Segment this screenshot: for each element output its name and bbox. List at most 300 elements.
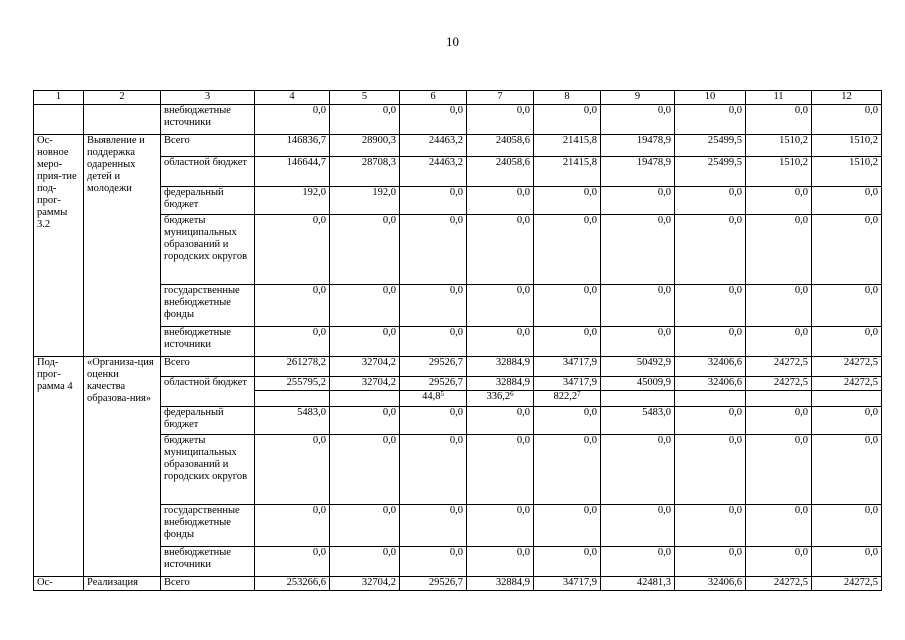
- value-text: 255795,2: [286, 377, 326, 388]
- value-text: 29526,7: [428, 377, 463, 388]
- column-header: 5: [330, 91, 400, 105]
- value-cell: [746, 577, 812, 591]
- value-cell: [467, 357, 534, 377]
- value-text: 0,0: [657, 187, 671, 198]
- value-text: 0,0: [516, 407, 530, 418]
- value-text: 32406,6: [707, 577, 742, 588]
- value-text: 0,0: [794, 435, 808, 446]
- value-text: 21415,8: [562, 135, 597, 146]
- table-row: [34, 157, 882, 187]
- value-extra: [467, 390, 534, 403]
- value-cell: 0,0: [746, 105, 812, 135]
- value-text: 0,0: [449, 187, 463, 198]
- value-extra: [534, 390, 601, 403]
- extra-value: 822,2: [553, 391, 578, 402]
- value-text: 0,0: [382, 285, 396, 296]
- value-text: 0,0: [864, 285, 878, 296]
- value-cell: [255, 157, 330, 187]
- value-cell: [675, 547, 746, 577]
- value-text: 0,0: [583, 327, 597, 338]
- value-text: 32884,9: [495, 377, 530, 388]
- value-text: 0,0: [657, 505, 671, 516]
- value-cell: [675, 327, 746, 357]
- value-text: 24058,6: [495, 135, 530, 146]
- value-text: 0,0: [794, 505, 808, 516]
- value-text: 0,0: [449, 407, 463, 418]
- footnote-mark: 5: [440, 390, 444, 398]
- value-cell: [675, 215, 746, 285]
- table-row: [34, 187, 882, 215]
- value-cell: [812, 215, 882, 285]
- row-label: областной бюджет: [161, 157, 255, 187]
- row-label: федеральный бюджет: [161, 407, 255, 435]
- value-cell: [330, 435, 400, 505]
- value-text: 34717,9: [562, 357, 597, 368]
- value-text: 34717,9: [562, 377, 597, 388]
- value-cell: 0,0: [467, 105, 534, 135]
- value-text: 24272,5: [843, 577, 878, 588]
- value-cell: [601, 285, 675, 327]
- value-text: 24463,2: [428, 157, 463, 168]
- table-row: [34, 547, 882, 577]
- value-text: 0,0: [382, 215, 396, 226]
- value-text: 0,0: [657, 285, 671, 296]
- value-text: 0,0: [449, 285, 463, 296]
- value-text: 261278,2: [286, 357, 326, 368]
- value-text: 0,0: [516, 327, 530, 338]
- value-text: 0,0: [449, 547, 463, 558]
- value-cell: 0,0: [534, 105, 601, 135]
- row-label: Всего: [161, 577, 255, 591]
- value-cell: [467, 505, 534, 547]
- value-cell: [601, 215, 675, 285]
- value-cell: [675, 435, 746, 505]
- value-cell: [675, 407, 746, 435]
- page-number: 10: [446, 34, 459, 49]
- value-text: 1510,2: [849, 157, 878, 168]
- column-header: 2: [84, 91, 161, 105]
- value-cell: [601, 435, 675, 505]
- value-text: 192,0: [372, 187, 396, 198]
- value-cell: [400, 215, 467, 285]
- value-cell: [330, 505, 400, 547]
- value-cell: [812, 285, 882, 327]
- column-header: 8: [534, 91, 601, 105]
- value-cell: [601, 577, 675, 591]
- value-text: 0,0: [657, 327, 671, 338]
- value-text: 0,0: [728, 407, 742, 418]
- row-label: областной бюджет: [161, 377, 255, 407]
- value-cell: [467, 407, 534, 435]
- value-cell: 0,0: [400, 105, 467, 135]
- table-row: [34, 377, 882, 407]
- row-label: внебюджетные источники: [161, 105, 255, 135]
- value-cell: [675, 377, 746, 407]
- value-cell: [255, 505, 330, 547]
- row-label: бюджеты муниципальных образований и городских округов: [161, 435, 255, 505]
- value-extra: [812, 390, 882, 391]
- value-cell: [601, 135, 675, 157]
- value-cell: 0,0: [255, 105, 330, 135]
- value-text: 0,0: [728, 547, 742, 558]
- value-text: 32704,2: [361, 577, 396, 588]
- value-cell: [812, 357, 882, 377]
- value-cell: [675, 577, 746, 591]
- value-cell: [746, 505, 812, 547]
- value-cell: [534, 577, 601, 591]
- value-cell: [400, 327, 467, 357]
- value-cell: [330, 327, 400, 357]
- table-row: [34, 357, 882, 377]
- value-text: 0,0: [794, 407, 808, 418]
- value-text: 0,0: [794, 547, 808, 558]
- value-text: 0,0: [449, 215, 463, 226]
- column-header: 4: [255, 91, 330, 105]
- value-text: 0,0: [728, 285, 742, 296]
- value-cell: [812, 407, 882, 435]
- value-cell: [675, 505, 746, 547]
- value-text: 0,0: [794, 187, 808, 198]
- column-header: 1: [34, 91, 84, 105]
- value-text: 0,0: [794, 327, 808, 338]
- value-cell: [601, 547, 675, 577]
- value-cell: [255, 357, 330, 377]
- value-cell: [330, 157, 400, 187]
- value-cell: [601, 505, 675, 547]
- value-text: 0,0: [864, 407, 878, 418]
- value-text: 0,0: [864, 187, 878, 198]
- value-cell: 0,0: [812, 105, 882, 135]
- value-cell: [467, 577, 534, 591]
- value-text: 0,0: [583, 285, 597, 296]
- value-cell: [330, 547, 400, 577]
- column-header: 9: [601, 91, 675, 105]
- value-text: 0,0: [312, 285, 326, 296]
- value-text: 24058,6: [495, 157, 530, 168]
- value-text: 1510,2: [849, 135, 878, 146]
- value-cell: [255, 327, 330, 357]
- value-extra: [330, 390, 400, 391]
- table-row: [34, 135, 882, 157]
- table-row: [34, 435, 882, 505]
- value-text: 0,0: [728, 187, 742, 198]
- value-cell: [400, 547, 467, 577]
- value-cell: [255, 187, 330, 215]
- column-header: 7: [467, 91, 534, 105]
- value-text: 1510,2: [779, 157, 808, 168]
- value-cell: [255, 435, 330, 505]
- value-cell: [330, 407, 400, 435]
- value-extra: [255, 390, 330, 391]
- value-cell: [400, 577, 467, 591]
- value-text: 32704,2: [361, 377, 396, 388]
- row-label: внебюджетные источники: [161, 547, 255, 577]
- value-cell: [467, 435, 534, 505]
- value-cell: [330, 135, 400, 157]
- value-text: 0,0: [864, 435, 878, 446]
- value-cell: [467, 327, 534, 357]
- table-row: [34, 285, 882, 327]
- program-description: Выявление и поддержка одаренных детей и молодежи: [84, 135, 161, 357]
- value-text: 146644,7: [286, 157, 326, 168]
- value-cell: [255, 577, 330, 591]
- value-text: 24272,5: [773, 357, 808, 368]
- value-cell: [534, 435, 601, 505]
- program-description: Реализация: [84, 577, 161, 591]
- value-text: 28900,3: [361, 135, 396, 146]
- value-text: 0,0: [516, 285, 530, 296]
- value-cell: [400, 357, 467, 377]
- value-text: 19478,9: [636, 157, 671, 168]
- value-cell: [330, 357, 400, 377]
- value-cell: [330, 377, 400, 407]
- value-text: 21415,8: [562, 157, 597, 168]
- value-cell: [534, 157, 601, 187]
- value-cell: [400, 377, 467, 407]
- value-cell: [534, 357, 601, 377]
- row-label: бюджеты муниципальных образований и городских округов: [161, 215, 255, 285]
- value-cell: [746, 187, 812, 215]
- value-extra: [746, 390, 812, 391]
- column-header: 11: [746, 91, 812, 105]
- value-cell: [746, 327, 812, 357]
- value-cell: [255, 285, 330, 327]
- value-cell: [467, 157, 534, 187]
- extra-value: 336,2: [486, 391, 511, 402]
- value-cell: [467, 547, 534, 577]
- value-cell: [746, 357, 812, 377]
- value-cell: [746, 547, 812, 577]
- value-cell: [812, 505, 882, 547]
- value-text: 45009,9: [636, 377, 671, 388]
- value-text: 192,0: [302, 187, 326, 198]
- empty-cell: [34, 105, 84, 135]
- value-cell: [467, 377, 534, 407]
- value-extra: [400, 390, 467, 403]
- value-cell: [812, 157, 882, 187]
- value-text: 0,0: [583, 187, 597, 198]
- header-row: [34, 91, 882, 105]
- value-cell: [534, 407, 601, 435]
- value-text: 32406,6: [707, 357, 742, 368]
- value-cell: [330, 215, 400, 285]
- value-text: 0,0: [583, 547, 597, 558]
- value-text: 0,0: [449, 327, 463, 338]
- value-text: 0,0: [864, 505, 878, 516]
- value-text: 0,0: [312, 547, 326, 558]
- value-cell: [746, 407, 812, 435]
- budget-table: [33, 90, 882, 591]
- value-cell: [675, 135, 746, 157]
- value-cell: [255, 547, 330, 577]
- value-text: 0,0: [583, 407, 597, 418]
- value-text: 0,0: [864, 215, 878, 226]
- value-cell: [400, 135, 467, 157]
- value-cell: 0,0: [675, 105, 746, 135]
- value-cell: [746, 215, 812, 285]
- value-cell: [400, 505, 467, 547]
- value-text: 5483,0: [297, 407, 326, 418]
- value-text: 0,0: [864, 327, 878, 338]
- value-cell: [675, 285, 746, 327]
- value-text: 32884,9: [495, 357, 530, 368]
- value-extra: [601, 390, 675, 391]
- table-row: [34, 327, 882, 357]
- value-cell: [467, 187, 534, 215]
- footnote-mark: 7: [577, 390, 581, 398]
- value-text: 0,0: [657, 547, 671, 558]
- value-text: 0,0: [583, 505, 597, 516]
- table-row: [34, 105, 882, 135]
- value-text: 24272,5: [773, 377, 808, 388]
- value-cell: [675, 157, 746, 187]
- value-cell: [255, 407, 330, 435]
- program-name: Под-прог-рамма 4: [34, 357, 84, 577]
- value-cell: [534, 215, 601, 285]
- value-cell: [400, 187, 467, 215]
- program-name: Ос-новное меро-прия-тие под-прог-раммы 3.2: [34, 135, 84, 357]
- value-text: 0,0: [657, 215, 671, 226]
- value-cell: [255, 377, 330, 407]
- row-label: федеральный бюджет: [161, 187, 255, 215]
- value-text: 42481,3: [636, 577, 671, 588]
- value-text: 0,0: [516, 435, 530, 446]
- value-cell: [255, 135, 330, 157]
- value-text: 0,0: [312, 435, 326, 446]
- value-cell: [746, 285, 812, 327]
- value-text: 25499,5: [707, 157, 742, 168]
- value-text: 0,0: [583, 435, 597, 446]
- value-cell: [812, 577, 882, 591]
- value-text: 29526,7: [428, 577, 463, 588]
- value-cell: [330, 285, 400, 327]
- program-description: «Организа-ция оценки качества образова-ния»: [84, 357, 161, 577]
- value-text: 34717,9: [562, 577, 597, 588]
- value-cell: [601, 407, 675, 435]
- value-cell: [534, 547, 601, 577]
- value-text: 19478,9: [636, 135, 671, 146]
- value-cell: [601, 157, 675, 187]
- table-body: [34, 91, 882, 591]
- value-text: 0,0: [728, 327, 742, 338]
- value-text: 0,0: [382, 435, 396, 446]
- value-cell: [534, 135, 601, 157]
- value-cell: [812, 327, 882, 357]
- row-label: внебюджетные источники: [161, 327, 255, 357]
- value-cell: [400, 285, 467, 327]
- column-header: 6: [400, 91, 467, 105]
- value-cell: [746, 157, 812, 187]
- column-header: 12: [812, 91, 882, 105]
- value-text: 0,0: [382, 407, 396, 418]
- value-cell: [675, 187, 746, 215]
- row-label: государственные внебюджетные фонды: [161, 285, 255, 327]
- value-cell: 0,0: [601, 105, 675, 135]
- value-text: 0,0: [794, 285, 808, 296]
- value-text: 0,0: [728, 435, 742, 446]
- value-text: 0,0: [382, 505, 396, 516]
- value-text: 0,0: [312, 215, 326, 226]
- value-cell: [812, 135, 882, 157]
- value-text: 32406,6: [707, 377, 742, 388]
- value-cell: [534, 377, 601, 407]
- value-cell: [255, 215, 330, 285]
- value-cell: [467, 135, 534, 157]
- value-cell: [534, 187, 601, 215]
- value-text: 0,0: [657, 435, 671, 446]
- value-text: 32704,2: [361, 357, 396, 368]
- value-cell: [601, 187, 675, 215]
- value-text: 1510,2: [779, 135, 808, 146]
- value-text: 0,0: [728, 505, 742, 516]
- value-cell: [330, 577, 400, 591]
- row-label: государственные внебюджетные фонды: [161, 505, 255, 547]
- value-text: 0,0: [516, 505, 530, 516]
- value-text: 0,0: [583, 215, 597, 226]
- value-text: 0,0: [516, 215, 530, 226]
- value-text: 0,0: [312, 505, 326, 516]
- value-text: 0,0: [449, 435, 463, 446]
- value-cell: [400, 435, 467, 505]
- row-label: Всего: [161, 135, 255, 157]
- value-cell: [746, 135, 812, 157]
- value-text: 0,0: [382, 327, 396, 338]
- value-cell: [675, 357, 746, 377]
- value-cell: [467, 215, 534, 285]
- value-text: 0,0: [794, 215, 808, 226]
- value-cell: [812, 377, 882, 407]
- value-text: 0,0: [728, 215, 742, 226]
- value-cell: [534, 505, 601, 547]
- value-text: 0,0: [864, 547, 878, 558]
- value-text: 32884,9: [495, 577, 530, 588]
- value-text: 24272,5: [843, 377, 878, 388]
- value-text: 146836,7: [286, 135, 326, 146]
- value-cell: 0,0: [330, 105, 400, 135]
- value-extra: [675, 390, 746, 391]
- program-name: Ос-: [34, 577, 84, 591]
- value-text: 24272,5: [843, 357, 878, 368]
- value-cell: [534, 327, 601, 357]
- value-cell: [746, 377, 812, 407]
- value-text: 24272,5: [773, 577, 808, 588]
- value-text: 29526,7: [428, 357, 463, 368]
- row-label: Всего: [161, 357, 255, 377]
- value-cell: [467, 285, 534, 327]
- value-cell: [601, 377, 675, 407]
- value-text: 0,0: [516, 547, 530, 558]
- value-text: 28708,3: [361, 157, 396, 168]
- value-text: 0,0: [382, 547, 396, 558]
- value-text: 24463,2: [428, 135, 463, 146]
- value-cell: [400, 407, 467, 435]
- value-text: 0,0: [312, 327, 326, 338]
- table-row: [34, 577, 882, 591]
- value-cell: [812, 547, 882, 577]
- value-cell: [534, 285, 601, 327]
- value-cell: [330, 187, 400, 215]
- value-cell: [400, 157, 467, 187]
- value-cell: [812, 435, 882, 505]
- value-cell: [601, 327, 675, 357]
- value-text: 0,0: [449, 505, 463, 516]
- extra-value: 44,8: [422, 391, 441, 402]
- table-row: [34, 407, 882, 435]
- value-text: 5483,0: [642, 407, 671, 418]
- column-header: 3: [161, 91, 255, 105]
- empty-cell: [84, 105, 161, 135]
- footnote-mark: 6: [510, 390, 514, 398]
